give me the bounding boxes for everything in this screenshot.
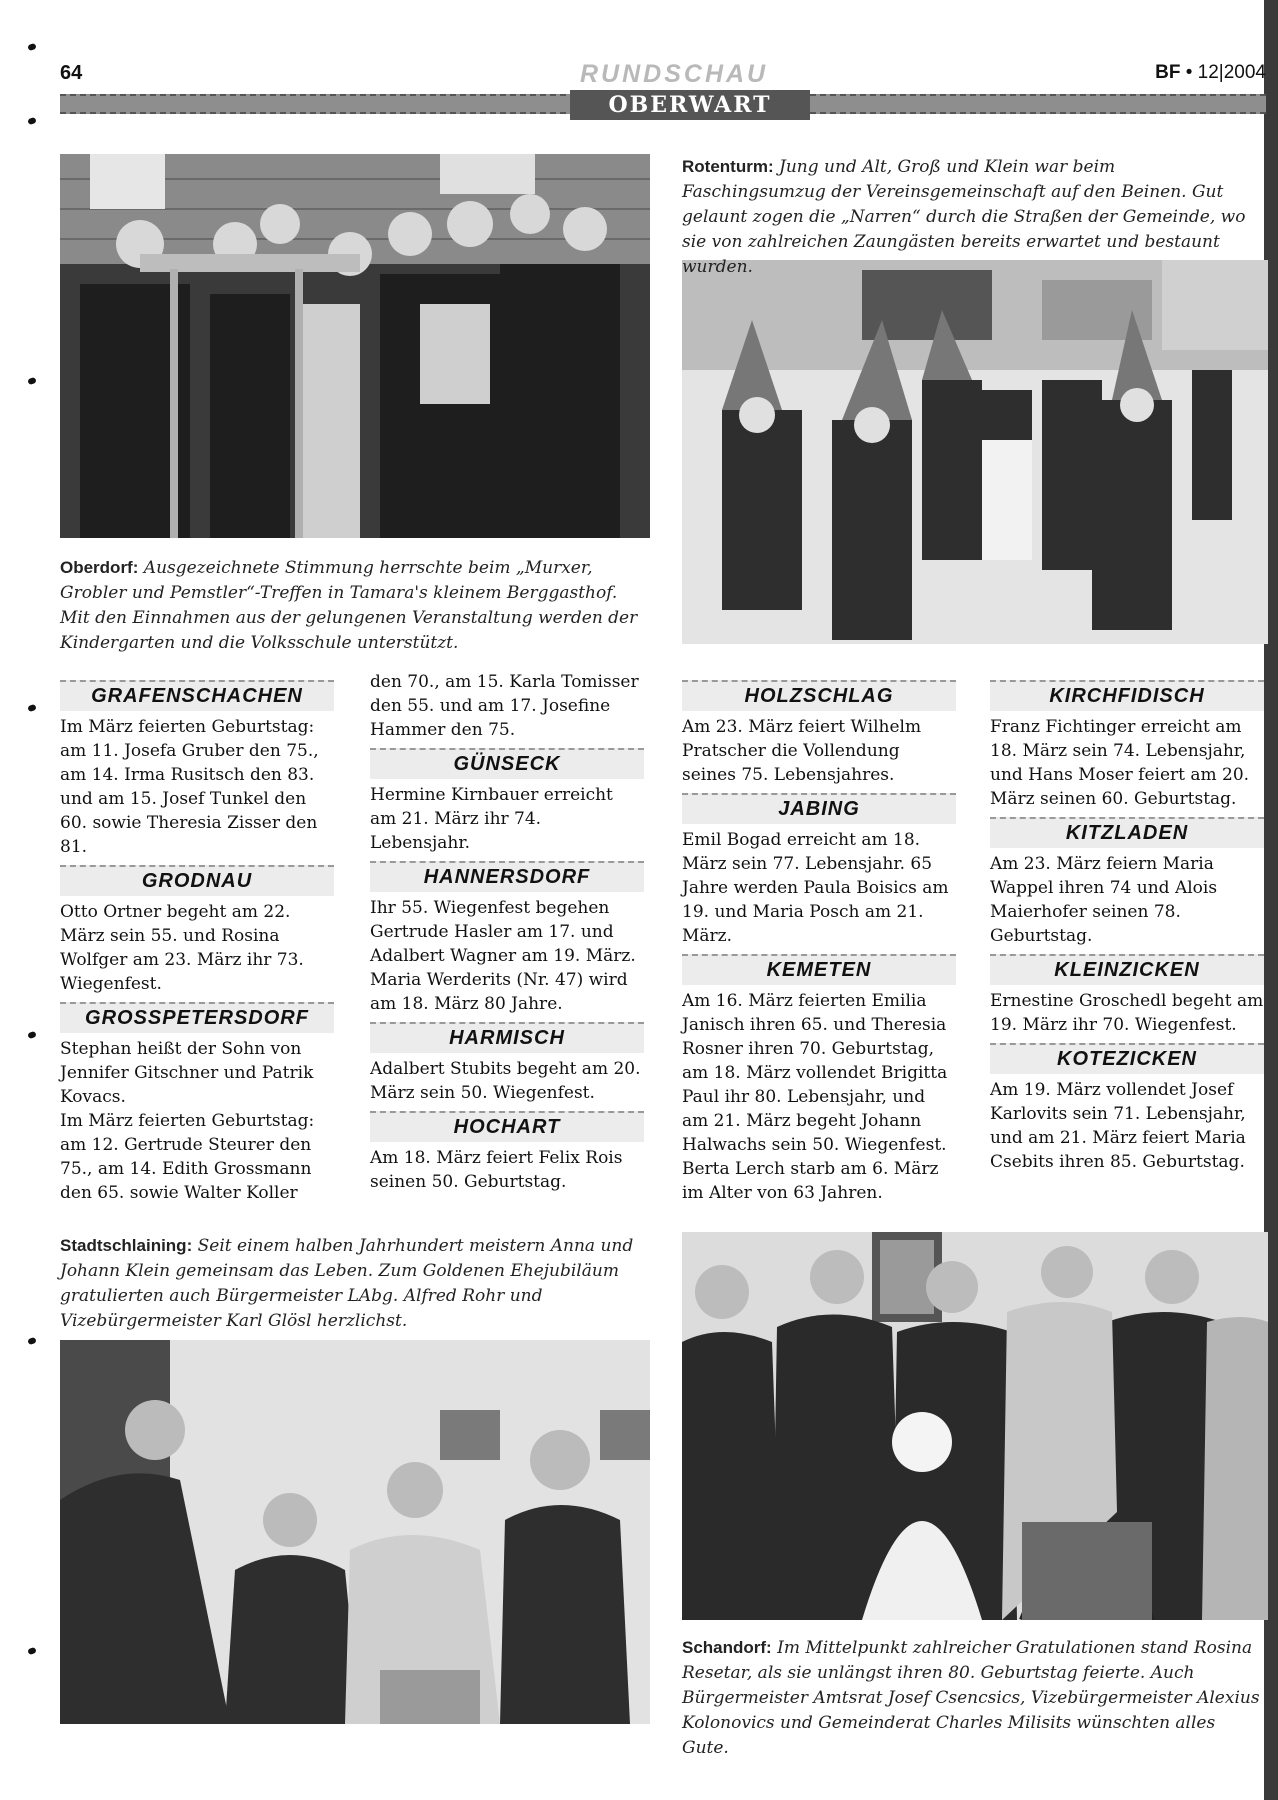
caption-text: Jung und Alt, Groß und Klein war beim Faschingsumzug der Vereinsgemeinschaft auf den Beinen. Gut gelaunt zogen die „Narren“ durch die Straßen der Gemeinde, wo sie von zahlreichen Zaungästen bereits erwartet und bestaunt wurden. [682, 157, 1246, 277]
issue-number: 12|2004 [1197, 62, 1266, 83]
news-heading: HOCHART [370, 1111, 644, 1142]
news-item [990, 680, 1264, 811]
news-column-1 [60, 680, 334, 1211]
news-text: Ernestine Groschedl begeht am 19. März ihr 70. Wiegenfest. [990, 991, 1264, 1035]
news-item [370, 1022, 644, 1105]
news-text: Im März feierten Geburtstag: am 11. Josefa Gruber den 75., am 14. Irma Rusitsch den 83. und am 15. Josef Tunkel den 60. sowie Theresia Zisser den 81. [60, 717, 319, 857]
news-item [370, 1111, 644, 1194]
news-heading: KITZLADEN [990, 817, 1264, 848]
news-item [682, 793, 956, 948]
photo-stadtschlaining-image [60, 1340, 650, 1724]
punch-mark [27, 43, 37, 51]
photo-oberdorf [60, 154, 650, 538]
masthead: RUNDSCHAU [580, 60, 769, 88]
caption-text: Seit einem halben Jahrhundert meistern Anna und Johann Klein gemeinsam das Leben. Zum Goldenen Ehejubiläum gratulierten auch Bürgermeister LAbg. Alfred Rohr und Vizebürgermeister Karl Glösl herzlichst. [60, 1236, 634, 1331]
publication-name: BF [1155, 62, 1181, 83]
punch-mark [27, 1031, 37, 1039]
news-heading: JABING [682, 793, 956, 824]
news-text: Am 16. März feierten Emilia Janisch ihren 65. und Theresia Rosner ihren 70. Geburtstag, am 18. März vollendet Brigitta Paul ihr 80. Lebensjahr, und am 21. März begeht Johann Halwachs sein 50. Wiegenfest. Berta Lerch starb am 6. März im Alter von 63 Jahren. [682, 991, 948, 1203]
punch-mark [27, 1337, 37, 1345]
caption-place: Stadtschlaining: [60, 1236, 193, 1255]
bullet: • [1185, 62, 1193, 83]
news-column-3 [682, 680, 956, 1211]
news-heading: GROSSPETERSDORF [60, 1002, 334, 1033]
news-heading: KLEINZICKEN [990, 954, 1264, 985]
news-item [990, 1043, 1264, 1174]
news-text: Am 19. März vollendet Josef Karlovits sein 71. Lebensjahr, und am 21. März feiert Maria Csebits ihren 85. Geburtstag. [990, 1080, 1246, 1172]
news-item [990, 817, 1264, 948]
caption-schandorf [682, 1636, 1262, 1761]
caption-place: Rotenturm: [682, 157, 774, 176]
punch-mark [27, 377, 37, 385]
caption-oberdorf [60, 556, 650, 656]
news-text: Im März feierten Geburtstag: am 12. Gertrude Steurer den 75., am 14. Edith Grossmann den 65. sowie Walter Koller [60, 1111, 315, 1203]
news-item [60, 1002, 334, 1205]
news-text: Am 23. März feiert Wilhelm Pratscher die Vollendung seines 75. Lebensjahres. [682, 717, 922, 785]
photo-oberdorf-image [60, 154, 650, 538]
news-heading: KEMETEN [682, 954, 956, 985]
news-text: Am 18. März feiert Felix Rois seinen 50. Geburtstag. [370, 1148, 623, 1192]
news-column-4 [990, 680, 1264, 1180]
news-text: Ihr 55. Wiegenfest begehen Gertrude Hasler am 17. und Adalbert Wagner am 19. März. Maria Werderits (Nr. 47) wird am 18. März 80 Jahre. [370, 898, 636, 1014]
punch-mark [27, 117, 37, 125]
news-heading: HARMISCH [370, 1022, 644, 1053]
news-text: den 70., am 15. Karla Tomisser den 55. und am 17. Josefine Hammer den 75. [370, 672, 639, 740]
news-heading: HOLZSCHLAG [682, 680, 956, 711]
news-heading: KIRCHFIDISCH [990, 680, 1264, 711]
caption-place: Schandorf: [682, 1638, 772, 1657]
caption-rotenturm [682, 155, 1258, 280]
issue-info [1155, 62, 1266, 84]
news-text: Stephan heißt der Sohn von Jennifer Gitschner und Patrik Kovacs. [60, 1039, 314, 1107]
news-item [370, 670, 644, 742]
photo-rotenturm [682, 260, 1268, 644]
caption-stadtschlaining [60, 1234, 650, 1334]
page-header [60, 60, 1266, 118]
news-heading: HANNERSDORF [370, 861, 644, 892]
news-heading: GÜNSECK [370, 748, 644, 779]
news-text: Emil Bogad erreicht am 18. März sein 77. Lebensjahr. 65 Jahre werden Paula Boisics am 19. und Maria Posch am 21. März. [682, 830, 949, 946]
news-heading: KOTEZICKEN [990, 1043, 1264, 1074]
section-title: OBERWART [570, 90, 810, 120]
photo-stadtschlaining [60, 1340, 650, 1724]
photo-schandorf-image [682, 1232, 1268, 1620]
news-item [370, 861, 644, 1016]
news-text: Otto Ortner begeht am 22. März sein 55. und Rosina Wolfger am 23. März ihr 73. Wiegenfest. [60, 902, 304, 994]
photo-schandorf [682, 1232, 1268, 1620]
news-item [682, 954, 956, 1205]
news-item [990, 954, 1264, 1037]
news-heading: GRODNAU [60, 865, 334, 896]
punch-mark [27, 1647, 37, 1655]
caption-text: Im Mittelpunkt zahlreicher Gratulationen stand Rosina Resetar, als sie unlängst ihren 80. Geburtstag feierte. Auch Bürgermeister Amtsrat Josef Csencsics, Vizebürgermeister Alexius Kolonovics und Gemeinderat Charles Milisits wünschten alles Gute. [682, 1638, 1260, 1758]
news-item [60, 865, 334, 996]
news-heading: GRAFENSCHACHEN [60, 680, 334, 711]
caption-place: Oberdorf: [60, 558, 139, 577]
news-item [682, 680, 956, 787]
punch-mark [27, 704, 37, 712]
caption-text: Ausgezeichnete Stimmung herrschte beim „Murxer, Grobler und Pemstler“-Treffen in Tamara's kleinem Berggasthof. Mit den Einnahmen aus der gelungenen Veranstaltung werden der Kindergarten und die Volksschule unterstützt. [60, 558, 638, 653]
news-column-2 [370, 670, 644, 1200]
news-text: Am 23. März feiern Maria Wappel ihren 74 und Alois Maierhofer seinen 78. Geburtstag. [990, 854, 1218, 946]
photo-rotenturm-image [682, 260, 1268, 644]
page-number: 64 [60, 62, 83, 84]
news-text: Hermine Kirnbauer erreicht am 21. März ihr 74. Lebensjahr. [370, 785, 613, 853]
news-item [370, 748, 644, 855]
news-text: Franz Fichtinger erreicht am 18. März sein 74. Lebensjahr, und Hans Moser feiert am 20. März seinen 60. Geburtstag. [990, 717, 1250, 809]
news-text: Adalbert Stubits begeht am 20. März sein 50. Wiegenfest. [370, 1059, 641, 1103]
news-item [60, 680, 334, 859]
